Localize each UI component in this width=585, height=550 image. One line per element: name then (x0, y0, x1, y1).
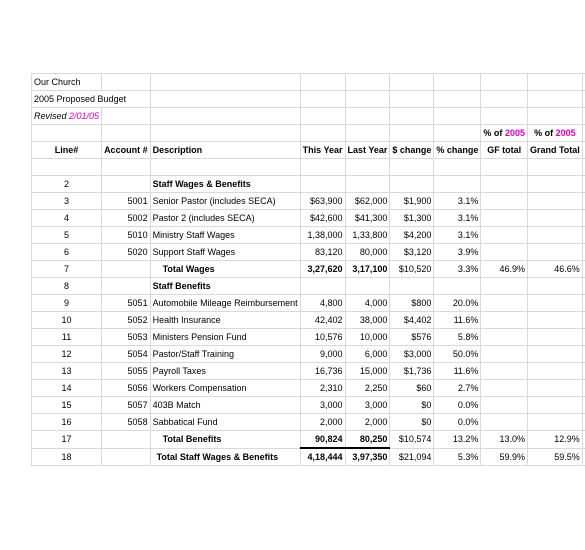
header-account[interactable]: Account # (102, 142, 151, 159)
cell-last-year[interactable] (345, 176, 390, 193)
cell-description[interactable]: Ministers Pension Fund (150, 329, 300, 346)
cell-last-year[interactable]: 3,97,350 (345, 448, 390, 466)
cell-gf-total[interactable] (481, 227, 528, 244)
cell-grand-total[interactable] (527, 380, 582, 397)
cell-description[interactable]: Staff Benefits (150, 278, 300, 295)
cell-gf-total[interactable] (481, 295, 528, 312)
cell-grand-total[interactable] (527, 176, 582, 193)
cell-line[interactable]: 17 (32, 431, 102, 449)
cell-grand-total[interactable] (527, 227, 582, 244)
cell-budget-title[interactable]: 2005 Proposed Budget (32, 91, 151, 108)
cell-this-year[interactable]: 9,000 (300, 346, 345, 363)
cell-pct-change[interactable] (434, 278, 481, 295)
cell-line[interactable]: 15 (32, 397, 102, 414)
cell-org[interactable]: Our Church (32, 74, 102, 91)
cell-pct-change[interactable]: 11.6% (434, 312, 481, 329)
table-row (32, 261, 585, 278)
cell-line[interactable]: 18 (32, 448, 102, 466)
cell-last-year[interactable]: 3,17,100 (345, 261, 390, 278)
cell-description[interactable]: Automobile Mileage Reimbursement (150, 295, 300, 312)
cell-grand-total[interactable] (527, 295, 582, 312)
cell-line[interactable]: 12 (32, 346, 102, 363)
cell-change[interactable] (390, 176, 434, 193)
header-description[interactable]: Description (150, 142, 300, 159)
cell-account[interactable]: 5053 (102, 329, 151, 346)
cell-description[interactable]: Senior Pastor (includes SECA) (150, 193, 300, 210)
grand-prefix: % of (534, 128, 554, 138)
cell-this-year[interactable]: 42,402 (300, 312, 345, 329)
cell-change[interactable] (390, 278, 434, 295)
cell-gf-total[interactable]: 59.9% (481, 448, 528, 466)
cell-line[interactable]: 9 (32, 295, 102, 312)
table-row (32, 448, 585, 466)
row-org (32, 74, 585, 91)
table-row (32, 295, 585, 312)
cell-gf-total[interactable] (481, 176, 528, 193)
cell-grand-total[interactable]: 59.5% (527, 448, 582, 466)
cell-revised[interactable] (32, 108, 102, 125)
header-gf-pct[interactable] (481, 125, 528, 142)
table-row (32, 227, 585, 244)
cell-line[interactable]: 5 (32, 227, 102, 244)
cell-this-year[interactable]: 90,824 (300, 431, 345, 449)
cell-this-year[interactable]: 4,800 (300, 295, 345, 312)
table-row (32, 346, 585, 363)
cell-grand-total[interactable] (527, 329, 582, 346)
cell-account[interactable] (102, 448, 151, 466)
table-row (32, 193, 585, 210)
cell-pct-change[interactable]: 3.1% (434, 193, 481, 210)
cell-line[interactable]: 13 (32, 363, 102, 380)
table-row (32, 244, 585, 261)
cell-this-year[interactable]: 3,000 (300, 397, 345, 414)
cell-change[interactable]: $0 (390, 414, 434, 431)
cell-gf-total[interactable] (481, 244, 528, 261)
cell-line[interactable]: 4 (32, 210, 102, 227)
gf-year: 2005 (504, 128, 525, 138)
cell-account[interactable]: 5052 (102, 312, 151, 329)
cell-change[interactable]: $1,300 (390, 210, 434, 227)
cell-change[interactable]: $1,900 (390, 193, 434, 210)
cell-pct-change[interactable]: 5.8% (434, 329, 481, 346)
cell-account[interactable]: 5058 (102, 414, 151, 431)
cell-last-year[interactable]: 15,000 (345, 363, 390, 380)
cell-last-year[interactable]: 38,000 (345, 312, 390, 329)
cell-grand-total[interactable] (527, 363, 582, 380)
cell-description[interactable]: Health Insurance (150, 312, 300, 329)
cell-description[interactable]: Support Staff Wages (150, 244, 300, 261)
revised-date: 2/01/05 (69, 111, 100, 121)
table-row (32, 312, 585, 329)
cell-account[interactable]: 5002 (102, 210, 151, 227)
cell-line[interactable]: 2 (32, 176, 102, 193)
cell-description[interactable]: Workers Compensation (150, 380, 300, 397)
cell-gf-total[interactable] (481, 278, 528, 295)
cell-grand-total[interactable] (527, 244, 582, 261)
cell-line[interactable]: 16 (32, 414, 102, 431)
table-row (32, 397, 585, 414)
cell-last-year[interactable]: 80,000 (345, 244, 390, 261)
cell-description[interactable]: Pastor 2 (includes SECA) (150, 210, 300, 227)
cell-change[interactable]: $3,000 (390, 346, 434, 363)
table-row (32, 329, 585, 346)
budget-spreadsheet (31, 73, 585, 466)
cell-pct-change[interactable]: 13.2% (434, 431, 481, 449)
cell-account[interactable]: 5057 (102, 397, 151, 414)
cell-account[interactable] (102, 431, 151, 449)
header-this-year[interactable]: This Year (300, 142, 345, 159)
cell-last-year[interactable]: 1,33,800 (345, 227, 390, 244)
cell-description[interactable]: Total Wages (150, 261, 300, 278)
cell-this-year[interactable]: 2,000 (300, 414, 345, 431)
cell-this-year[interactable]: 4,18,444 (300, 448, 345, 466)
table-row (32, 380, 585, 397)
cell-last-year[interactable]: $62,000 (345, 193, 390, 210)
cell-description[interactable]: Sabbatical Fund (150, 414, 300, 431)
cell-grand-total[interactable]: 12.9% (527, 431, 582, 449)
cell-grand-total[interactable] (527, 210, 582, 227)
cell-description[interactable]: Pastor/Staff Training (150, 346, 300, 363)
cell-gf-total[interactable] (481, 397, 528, 414)
cell-gf-total[interactable] (481, 210, 528, 227)
cell-pct-change[interactable] (434, 176, 481, 193)
cell-account[interactable]: 5020 (102, 244, 151, 261)
cell-this-year[interactable]: 83,120 (300, 244, 345, 261)
cell-account[interactable]: 5010 (102, 227, 151, 244)
cell-pct-change[interactable]: 11.6% (434, 363, 481, 380)
cell-grand-total[interactable] (527, 193, 582, 210)
cell-last-year[interactable]: 4,000 (345, 295, 390, 312)
cell-last-year[interactable]: $41,300 (345, 210, 390, 227)
cell-pct-change[interactable]: 5.3% (434, 448, 481, 466)
cell-description[interactable]: Total Benefits (150, 431, 300, 449)
cell-grand-total[interactable]: 46.6% (527, 261, 582, 278)
table-row (32, 431, 585, 449)
cell-pct-change[interactable]: 20.0% (434, 295, 481, 312)
cell-this-year[interactable]: $42,600 (300, 210, 345, 227)
cell-account[interactable]: 5056 (102, 380, 151, 397)
table-row (32, 210, 585, 227)
cell-description[interactable]: Staff Wages & Benefits (150, 176, 300, 193)
cell-gf-total[interactable] (481, 380, 528, 397)
cell-change[interactable]: $10,520 (390, 261, 434, 278)
cell-change[interactable]: $576 (390, 329, 434, 346)
cell-change[interactable]: $10,574 (390, 431, 434, 449)
cell-gf-total[interactable] (481, 346, 528, 363)
table-row (32, 414, 585, 431)
table-row (32, 363, 585, 380)
cell-this-year[interactable]: 10,576 (300, 329, 345, 346)
cell-this-year[interactable]: 3,27,620 (300, 261, 345, 278)
cell-gf-total[interactable] (481, 312, 528, 329)
cell-account[interactable]: 5051 (102, 295, 151, 312)
header-pct-change[interactable]: % change (434, 142, 481, 159)
cell-gf-total[interactable]: 46.9% (481, 261, 528, 278)
cell-last-year[interactable]: 80,250 (345, 431, 390, 449)
cell-line[interactable]: 11 (32, 329, 102, 346)
cell-pct-change[interactable]: 0.0% (434, 397, 481, 414)
cell-description[interactable]: 403B Match (150, 397, 300, 414)
cell-line[interactable]: 6 (32, 244, 102, 261)
cell-gf-total[interactable] (481, 363, 528, 380)
header-line[interactable]: Line# (32, 142, 102, 159)
cell-this-year[interactable]: 1,38,000 (300, 227, 345, 244)
cell-pct-change[interactable]: 3.1% (434, 210, 481, 227)
cell-pct-change[interactable]: 3.3% (434, 261, 481, 278)
grand-year: 2005 (555, 128, 576, 138)
cell-pct-change[interactable]: 3.1% (434, 227, 481, 244)
header-last-year[interactable]: Last Year (345, 142, 390, 159)
cell-change[interactable]: $4,200 (390, 227, 434, 244)
cell-last-year[interactable]: 3,000 (345, 397, 390, 414)
table-row (32, 176, 585, 193)
cell-pct-change[interactable]: 50.0% (434, 346, 481, 363)
cell-line[interactable]: 10 (32, 312, 102, 329)
cell-account[interactable] (102, 261, 151, 278)
cell-line[interactable]: 8 (32, 278, 102, 295)
cell-account[interactable] (102, 278, 151, 295)
row-revised (32, 108, 585, 125)
cell-change[interactable]: $1,736 (390, 363, 434, 380)
cell-account[interactable]: 5055 (102, 363, 151, 380)
cell-this-year[interactable]: 16,736 (300, 363, 345, 380)
cell-gf-total[interactable] (481, 329, 528, 346)
table-row (32, 278, 585, 295)
header-change[interactable]: $ change (390, 142, 434, 159)
cell-pct-change[interactable]: 2.7% (434, 380, 481, 397)
cell-this-year[interactable]: $63,900 (300, 193, 345, 210)
cell-gf-total[interactable]: 13.0% (481, 431, 528, 449)
cell-this-year[interactable] (300, 278, 345, 295)
cell-description[interactable]: Total Staff Wages & Benefits (150, 448, 300, 466)
row-column-headers (32, 142, 585, 159)
cell-change[interactable]: $60 (390, 380, 434, 397)
cell-description[interactable]: Ministry Staff Wages (150, 227, 300, 244)
cell-last-year[interactable]: 2,250 (345, 380, 390, 397)
cell-gf-total[interactable] (481, 193, 528, 210)
cell-line[interactable]: 7 (32, 261, 102, 278)
cell-grand-total[interactable] (527, 414, 582, 431)
cell-grand-total[interactable] (527, 397, 582, 414)
cell-change[interactable]: $4,402 (390, 312, 434, 329)
cell-grand-total[interactable] (527, 278, 582, 295)
cell-last-year[interactable]: 6,000 (345, 346, 390, 363)
cell-account[interactable]: 5054 (102, 346, 151, 363)
cell-last-year[interactable]: 10,000 (345, 329, 390, 346)
row-pct-headers (32, 125, 585, 142)
cell-line[interactable]: 3 (32, 193, 102, 210)
cell-account[interactable]: 5001 (102, 193, 151, 210)
cell-change[interactable]: $3,120 (390, 244, 434, 261)
cell-gf-total[interactable] (481, 414, 528, 431)
cell-this-year[interactable]: 2,310 (300, 380, 345, 397)
header-grand-pct[interactable] (527, 125, 582, 142)
gf-prefix: % of (483, 128, 503, 138)
cell-grand-total[interactable] (527, 346, 582, 363)
cell-pct-change[interactable]: 0.0% (434, 414, 481, 431)
header-grand-total[interactable]: Grand Total (527, 142, 582, 159)
row-budget-title (32, 91, 585, 108)
cell-this-year[interactable] (300, 176, 345, 193)
cell-last-year[interactable]: 2,000 (345, 414, 390, 431)
cell-line[interactable]: 14 (32, 380, 102, 397)
cell-change[interactable]: $21,094 (390, 448, 434, 466)
cell-account[interactable] (102, 176, 151, 193)
cell-pct-change[interactable]: 3.9% (434, 244, 481, 261)
revised-label: Revised (34, 111, 67, 121)
cell-last-year[interactable] (345, 278, 390, 295)
cell-grand-total[interactable] (527, 312, 582, 329)
row-blank (32, 159, 585, 176)
cell-change[interactable]: $800 (390, 295, 434, 312)
header-gf-total[interactable]: GF total (481, 142, 528, 159)
cell-description[interactable]: Payroll Taxes (150, 363, 300, 380)
cell-change[interactable]: $0 (390, 397, 434, 414)
